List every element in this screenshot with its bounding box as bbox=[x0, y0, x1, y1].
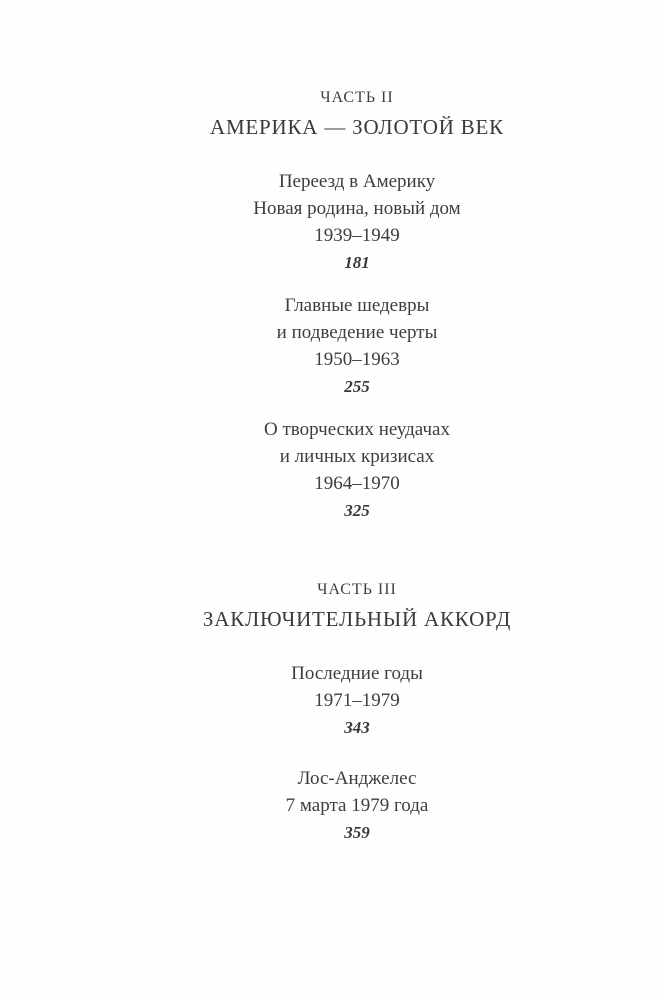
chapter-page-number: 359 bbox=[344, 823, 370, 842]
part-header bbox=[54, 88, 660, 140]
chapter-title-line: и личных кризисах bbox=[279, 446, 435, 467]
chapter-page-number: 181 bbox=[344, 253, 370, 272]
part-section-iii bbox=[54, 580, 660, 846]
chapter-title-line: Переезд в Америку bbox=[278, 171, 436, 192]
toc-entry bbox=[54, 660, 660, 741]
chapter-title-line: Главные шедевры bbox=[284, 295, 430, 316]
toc-entry bbox=[54, 168, 660, 276]
toc-entry bbox=[54, 292, 660, 400]
chapter-dates: 1964–1970 bbox=[314, 473, 400, 494]
chapter-title-line: Последние годы bbox=[291, 663, 423, 684]
part-title: ЗАКЛЮЧИТЕЛЬНЫЙ АККОРД bbox=[202, 607, 512, 631]
chapter-page-number: 325 bbox=[344, 501, 370, 520]
table-of-contents bbox=[54, 0, 660, 846]
chapter-dates: 7 марта 1979 года bbox=[285, 795, 429, 816]
chapter-title-line: О творческих неудачах bbox=[264, 419, 450, 440]
chapter-dates: 1950–1963 bbox=[314, 349, 400, 370]
chapter-title-line: и подведение черты bbox=[276, 322, 438, 343]
chapter-dates: 1971–1979 bbox=[314, 690, 400, 711]
part-section-ii bbox=[54, 88, 660, 524]
toc-entry bbox=[54, 416, 660, 524]
chapter-title-line: Лос-Анджелес bbox=[297, 768, 417, 789]
part-kicker: ЧАСТЬ II bbox=[320, 89, 394, 106]
toc-entry bbox=[54, 765, 660, 846]
chapter-page-number: 343 bbox=[344, 718, 370, 737]
part-kicker: ЧАСТЬ III bbox=[317, 581, 397, 598]
chapter-title-line: Новая родина, новый дом bbox=[253, 198, 461, 219]
chapter-dates: 1939–1949 bbox=[314, 225, 400, 246]
part-title: АМЕРИКА — ЗОЛОТОЙ ВЕК bbox=[209, 115, 504, 139]
chapter-page-number: 255 bbox=[344, 377, 370, 396]
part-header bbox=[54, 580, 660, 632]
